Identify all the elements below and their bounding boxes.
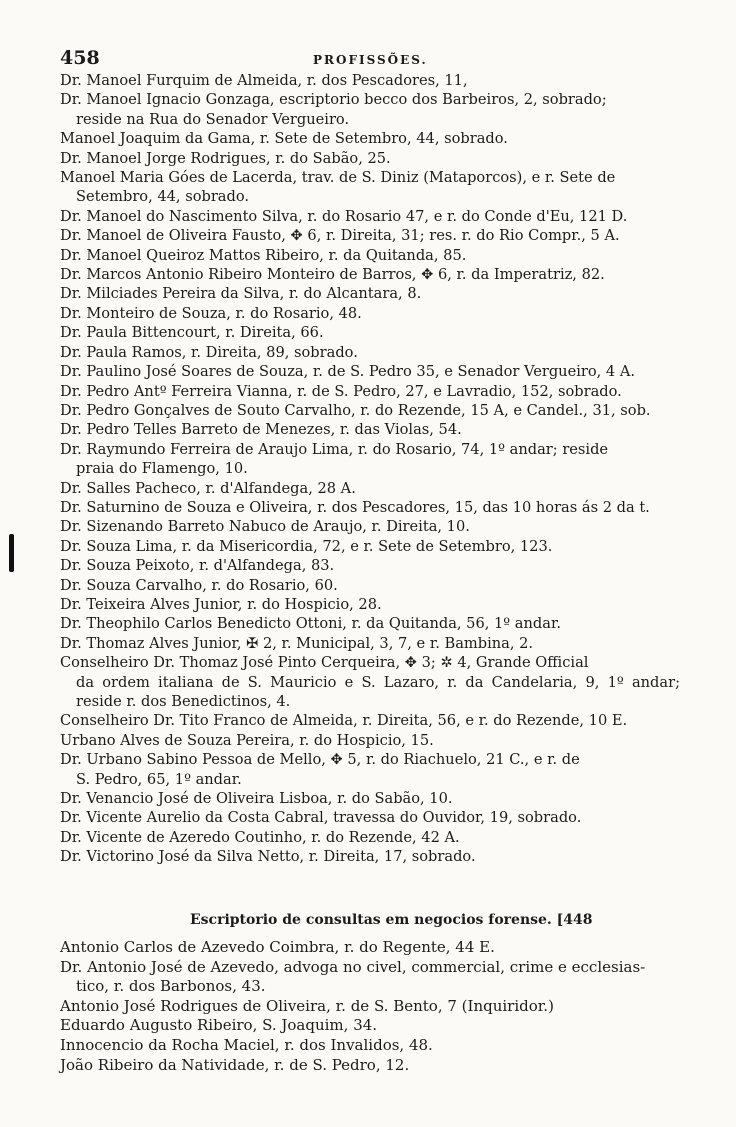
entry-text: Dr. Pedro Gonçalves de Souto Carvalho, r. do Rezende, 15 A, e Candel., 31, sob.: [60, 401, 651, 419]
directory-entry: [60, 498, 680, 517]
directory-entry: [60, 789, 680, 808]
entry-text: Dr. Paula Bittencourt, r. Direita, 66.: [60, 324, 324, 342]
entry-text: Dr. Manoel Ignacio Gonzaga, escriptorio becco dos Barbeiros, 2, sobrado;: [60, 91, 607, 109]
entry-text: Manoel Maria Góes de Lacerda, trav. de S. Diniz (Mataporcos), e r. Sete de: [60, 169, 616, 187]
directory-entry: [60, 808, 680, 827]
directory-entry: [60, 731, 680, 750]
directory-entry: [60, 343, 680, 362]
entry-text: Dr. Souza Peixoto, r. d'Alfandega, 83.: [60, 557, 335, 575]
entry-text: Manoel Joaquim da Gama, r. Sete de Setembro, 44, sobrado.: [60, 130, 508, 148]
entry-continuation: da ordem italiana de S. Mauricio e S. Lazaro, r. da Candelaria, 9, 1º andar; reside r. dos Benedictinos, 4.: [76, 673, 685, 710]
directory-entry: [60, 149, 680, 168]
entry-text: Dr. Souza Lima, r. da Misericordia, 72, e r. Sete de Setembro, 123.: [60, 537, 553, 555]
directory-entry: [60, 614, 680, 633]
entry-text: Dr. Thomaz Alves Junior, ✠ 2, r. Municipal, 3, 7, e r. Bambina, 2.: [60, 634, 534, 652]
entry-text: Dr. Vicente de Azeredo Coutinho, r. do Rezende, 42 A.: [60, 828, 460, 846]
entry-text: Dr. Pedro Antº Ferreira Vianna, r. de S. Pedro, 27, e Lavradio, 152, sobrado.: [60, 382, 622, 400]
entry-continuation: Setembro, 44, sobrado.: [76, 188, 250, 206]
entry-text: Dr. Antonio José de Azevedo, advoga no civel, commercial, crime e ecclesias-: [60, 957, 646, 976]
directory-entry: [60, 1016, 685, 1036]
entry-text: Dr. Saturnino de Souza e Oliveira, r. dos Pescadores, 15, das 10 horas ás 2 da t.: [60, 498, 650, 516]
directory-entry: [60, 938, 685, 958]
entry-text: Dr. Vicente Aurelio da Costa Cabral, travessa do Ouvidor, 19, sobrado.: [60, 809, 582, 827]
page-header: [60, 47, 680, 69]
entry-text: Dr. Paula Ramos, r. Direita, 89, sobrado.: [60, 343, 358, 361]
entry-text: Eduardo Augusto Ribeiro, S. Joaquim, 34.: [60, 1016, 378, 1035]
directory-entry: [60, 711, 680, 730]
entry-text: Dr. Urbano Sabino Pessoa de Mello, ✥ 5, r. do Riachuelo, 21 C., e r. de: [60, 751, 580, 769]
directory-entry: [60, 997, 685, 1017]
directory-entry: [60, 634, 680, 653]
directory-entry: [60, 226, 680, 245]
directory-entry: [60, 556, 680, 575]
directory-entry: [60, 958, 685, 997]
entry-text: Dr. Sizenando Barreto Nabuco de Araujo, r. Direita, 10.: [60, 518, 470, 536]
entry-text: Dr. Manoel Furquim de Almeida, r. dos Pescadores, 11,: [60, 72, 468, 89]
entry-text: Dr. Paulino José Soares de Souza, r. de S. Pedro 35, e Senador Vergueiro, 4 A.: [60, 363, 636, 381]
directory-entry: [60, 420, 680, 439]
directory-entry: [60, 847, 680, 866]
entry-text: João Ribeiro da Natividade, r. de S. Pedro, 12.: [60, 1055, 410, 1074]
directory-entry: [60, 168, 680, 207]
directory-entry: [60, 537, 680, 556]
page-number: 458: [60, 47, 100, 69]
directory-entry: [60, 207, 680, 226]
directory-entry: [60, 382, 680, 401]
entry-continuation: S. Pedro, 65, 1º andar.: [76, 770, 242, 788]
directory-entry: [60, 362, 680, 381]
entry-text: Antonio Carlos de Azevedo Coimbra, r. do Regente, 44 E.: [60, 938, 495, 956]
directory-entry: [60, 828, 680, 847]
entry-text: Dr. Monteiro de Souza, r. do Rosario, 48.: [60, 304, 362, 322]
directory-entries: [60, 71, 685, 867]
entry-text: Dr. Salles Pacheco, r. d'Alfandega, 28 A.: [60, 479, 356, 497]
directory-entry: [60, 750, 680, 789]
entry-text: Dr. Venancio José de Oliveira Lisboa, r. do Sabão, 10.: [60, 790, 453, 808]
entry-continuation: tico, r. dos Barbonos, 43.: [76, 977, 266, 996]
entry-text: Dr. Pedro Telles Barreto de Menezes, r. das Violas, 54.: [60, 421, 462, 439]
directory-entry: [60, 1036, 685, 1056]
directory-entry: [60, 517, 680, 536]
running-head: PROFISSÕES.: [313, 53, 428, 67]
directory-entry: [60, 265, 680, 284]
directory-entry: [60, 401, 680, 420]
entry-text: Antonio José Rodrigues de Oliveira, r. de S. Bento, 7 (Inquiridor.): [60, 996, 554, 1015]
entry-text: Dr. Manoel Queiroz Mattos Ribeiro, r. da Quitanda, 85.: [60, 246, 467, 264]
directory-entry: [60, 440, 680, 479]
entry-continuation: reside na Rua do Senador Vergueiro.: [76, 110, 350, 128]
entry-text: Dr. Teixeira Alves Junior, r. do Hospicio, 28.: [60, 595, 382, 613]
directory-entry: [60, 246, 680, 265]
entry-text: Dr. Manoel do Nascimento Silva, r. do Rosario 47, e r. do Conde d'Eu, 121 D.: [60, 207, 628, 225]
directory-entry: [60, 479, 680, 498]
directory-entry: [60, 1056, 685, 1076]
directory-entry: [60, 323, 680, 342]
entry-text: Dr. Raymundo Ferreira de Araujo Lima, r. do Rosario, 74, 1º andar; reside: [60, 440, 609, 458]
directory-entry: [60, 129, 680, 148]
directory-entry: [60, 304, 680, 323]
directory-entry: [60, 653, 685, 711]
entry-text: Urbano Alves de Souza Pereira, r. do Hospicio, 15.: [60, 731, 434, 749]
directory-entry: [60, 71, 680, 90]
entry-text: Dr. Theophilo Carlos Benedicto Ottoni, r. da Quitanda, 56, 1º andar.: [60, 615, 561, 633]
directory-entry: [60, 576, 680, 595]
entry-text: Dr. Victorino José da Silva Netto, r. Direita, 17, sobrado.: [60, 848, 476, 866]
entry-text: Dr. Manoel Jorge Rodrigues, r. do Sabão, 25.: [60, 149, 391, 167]
entry-text: Dr. Manoel de Oliveira Fausto, ✥ 6, r. Direita, 31; res. r. do Rio Compr., 5 A.: [60, 227, 620, 245]
entry-text: Innocencio da Rocha Maciel, r. dos Invalidos, 48.: [60, 1035, 433, 1054]
directory-entries-consultas: [60, 938, 685, 1075]
entry-text: Dr. Souza Carvalho, r. do Rosario, 60.: [60, 576, 338, 594]
entry-continuation: praia do Flamengo, 10.: [76, 460, 248, 478]
entry-text: Conselheiro Dr. Tito Franco de Almeida, r. Direita, 56, e r. do Rezende, 10 E.: [60, 712, 628, 730]
directory-entry: [60, 595, 680, 614]
section-title: Escriptorio de consultas em negocios forense. [448: [190, 912, 593, 928]
directory-entry: [60, 284, 680, 303]
entry-text: Dr. Marcos Antonio Ribeiro Monteiro de Barros, ✥ 6, r. da Imperatriz, 82.: [60, 266, 605, 284]
entry-text: Dr. Milciades Pereira da Silva, r. do Alcantara, 8.: [60, 285, 422, 303]
directory-entry: [60, 90, 680, 129]
entry-text: Conselheiro Dr. Thomaz José Pinto Cerqueira, ✥ 3; ✲ 4, Grande Official: [60, 654, 589, 672]
margin-ink-mark: [7, 528, 21, 580]
